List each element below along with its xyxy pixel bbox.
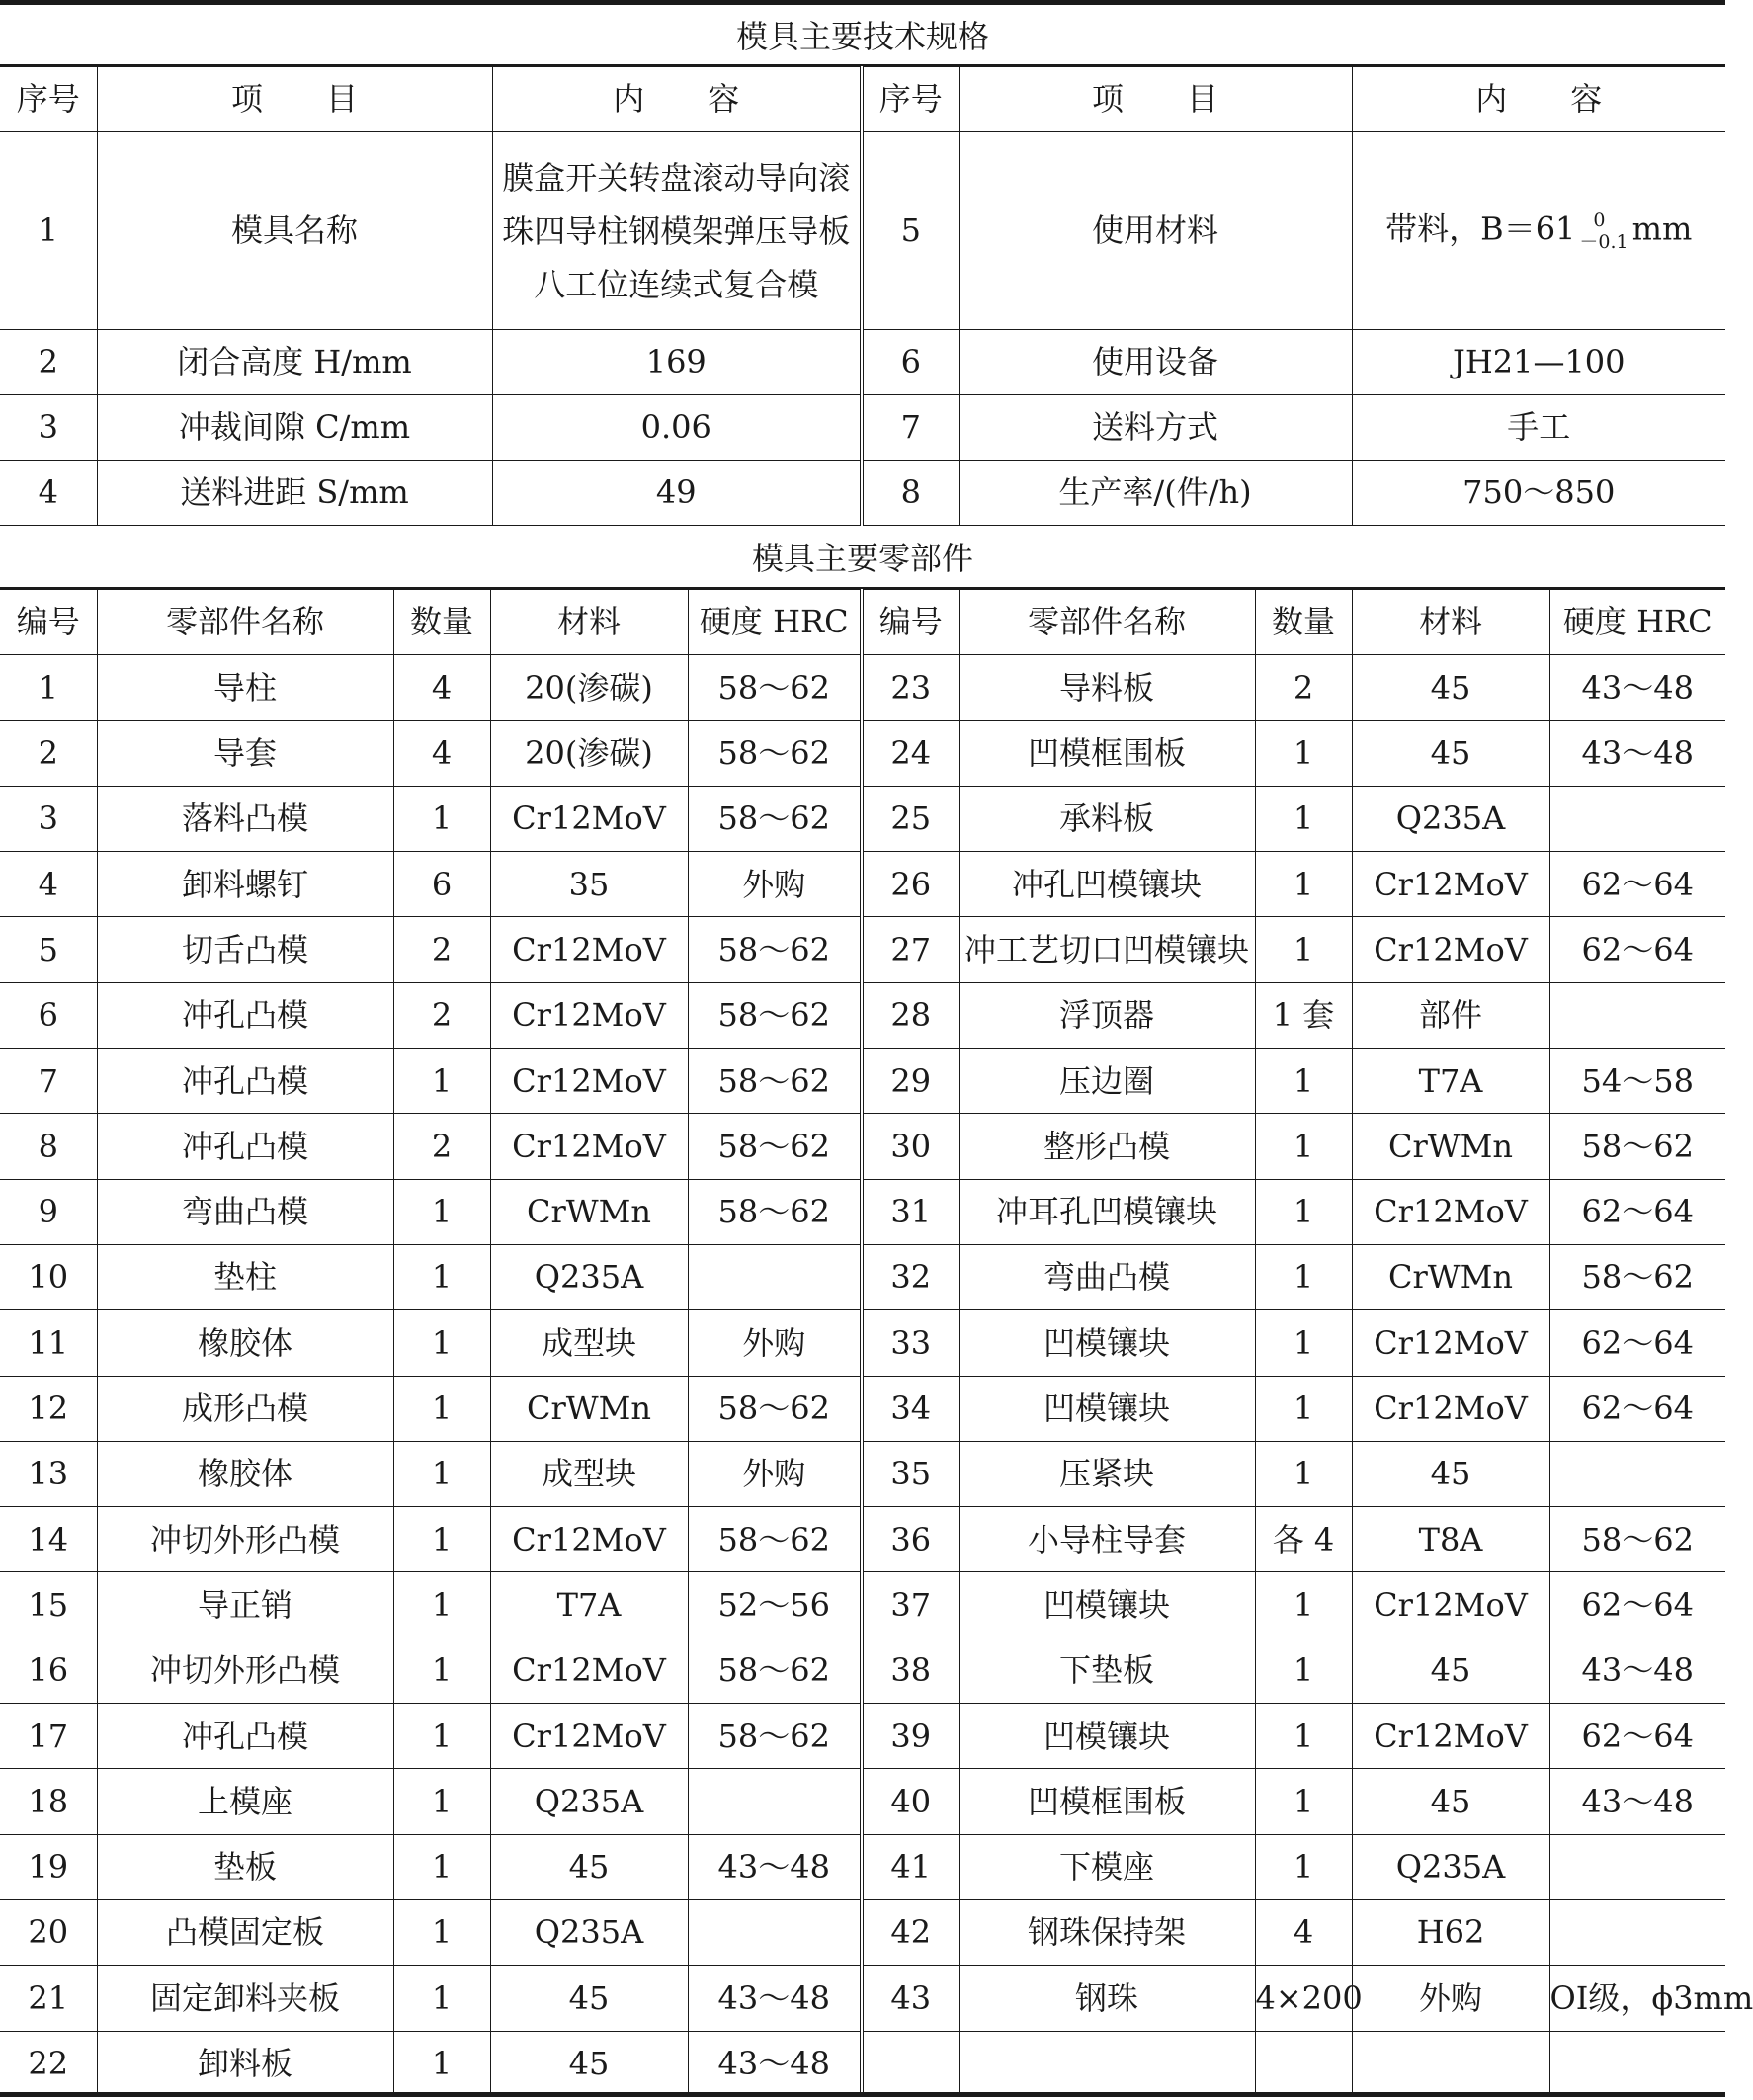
parts-cell: 62～64 [1549, 1704, 1725, 1769]
parts-cell: 17 [0, 1704, 97, 1769]
parts-cell: 14 [0, 1507, 97, 1572]
spec-section-title: 模具主要技术规格 [0, 5, 1725, 66]
spec-row [0, 330, 1725, 395]
parts-cell: 1 [393, 1244, 490, 1309]
parts-cell: 28 [862, 982, 959, 1048]
parts-cell: 58～62 [688, 1507, 862, 1572]
parts-cell: 45 [490, 2031, 688, 2096]
parts-cell: 58～62 [688, 1638, 862, 1703]
parts-cell: 垫板 [97, 1834, 393, 1899]
parts-row [0, 1572, 1725, 1638]
parts-cell: CrWMn [1352, 1244, 1549, 1309]
parts-cell: 冲工艺切口凹模镶块 [959, 917, 1255, 982]
parts-cell: 32 [862, 1244, 959, 1309]
spec-cell: 49 [492, 461, 862, 526]
spec-row [0, 461, 1725, 526]
parts-cell: CrWMn [1352, 1114, 1549, 1179]
parts-row [0, 1507, 1725, 1572]
parts-header-cell: 编号 [862, 590, 959, 655]
parts-cell: 卸料螺钉 [97, 852, 393, 917]
parts-cell [688, 1244, 862, 1309]
parts-header-cell: 编号 [0, 590, 97, 655]
parts-cell: 58～62 [688, 720, 862, 786]
parts-cell: 24 [862, 720, 959, 786]
parts-cell: 23 [862, 655, 959, 720]
parts-cell: 62～64 [1549, 852, 1725, 917]
parts-cell: 62～64 [1549, 1376, 1725, 1441]
parts-cell: 4 [393, 720, 490, 786]
spec-header-cell: 序号 [862, 67, 959, 132]
parts-cell: 压紧块 [959, 1441, 1255, 1506]
parts-row [0, 982, 1725, 1048]
parts-cell: 5 [0, 917, 97, 982]
parts-cell: 2 [393, 1114, 490, 1179]
parts-cell: 45 [1352, 720, 1549, 786]
parts-cell: 58～62 [688, 1179, 862, 1244]
parts-cell [1549, 1834, 1725, 1899]
parts-cell: 凸模固定板 [97, 1899, 393, 1965]
parts-cell: 2 [393, 917, 490, 982]
parts-cell: 下垫板 [959, 1638, 1255, 1703]
spec-cell: 169 [492, 330, 862, 395]
spec-cell: 5 [862, 132, 959, 330]
parts-cell: 成型块 [490, 1310, 688, 1376]
parts-cell: 45 [1352, 655, 1549, 720]
parts-cell [688, 1769, 862, 1834]
parts-cell: Cr12MoV [490, 786, 688, 851]
parts-cell: Cr12MoV [1352, 1179, 1549, 1244]
parts-cell: 11 [0, 1310, 97, 1376]
parts-cell [1549, 786, 1725, 851]
parts-cell: 41 [862, 1834, 959, 1899]
spec-header-cell: 项 目 [97, 67, 492, 132]
parts-cell: 凹模镶块 [959, 1704, 1255, 1769]
parts-cell [959, 2031, 1255, 2096]
parts-header-cell: 材料 [1352, 590, 1549, 655]
parts-cell: 58～62 [1549, 1244, 1725, 1309]
parts-cell: 1 [393, 2031, 490, 2096]
parts-cell: CrWMn [490, 1376, 688, 1441]
parts-cell: 20 [0, 1899, 97, 1965]
parts-cell: 62～64 [1549, 1310, 1725, 1376]
parts-cell: Q235A [1352, 1834, 1549, 1899]
parts-cell [862, 2031, 959, 2096]
parts-cell: 导套 [97, 720, 393, 786]
parts-cell: 1 [393, 786, 490, 851]
spec-cell: 冲裁间隙 C/mm [97, 395, 492, 461]
parts-cell: 1 [1255, 1572, 1352, 1638]
parts-cell [1549, 1441, 1725, 1506]
parts-cell: 冲切外形凸模 [97, 1507, 393, 1572]
parts-cell: 承料板 [959, 786, 1255, 851]
parts-cell: 外购 [688, 1310, 862, 1376]
parts-cell: 外购 [688, 852, 862, 917]
parts-row [0, 1834, 1725, 1899]
parts-cell: 43 [862, 1966, 959, 2031]
parts-cell: 1 [1255, 1310, 1352, 1376]
parts-cell: 1 [1255, 1049, 1352, 1114]
parts-cell: Cr12MoV [490, 917, 688, 982]
parts-cell: 上模座 [97, 1769, 393, 1834]
parts-cell: 15 [0, 1572, 97, 1638]
parts-cell: 45 [1352, 1769, 1549, 1834]
parts-row [0, 1244, 1725, 1309]
spec-cell: 闭合高度 H/mm [97, 330, 492, 395]
parts-cell: 冲切外形凸模 [97, 1638, 393, 1703]
parts-cell: 小导柱导套 [959, 1507, 1255, 1572]
parts-cell: 各 4 [1255, 1507, 1352, 1572]
parts-cell [1549, 1899, 1725, 1965]
parts-cell: 1 [393, 1572, 490, 1638]
parts-cell [1255, 2031, 1352, 2096]
parts-cell: 8 [0, 1114, 97, 1179]
parts-row [0, 786, 1725, 851]
parts-cell: 钢珠 [959, 1966, 1255, 2031]
parts-row [0, 1966, 1725, 2031]
spec-cell: 4 [0, 461, 97, 526]
parts-cell: 34 [862, 1376, 959, 1441]
parts-cell: Q235A [490, 1769, 688, 1834]
parts-cell: 26 [862, 852, 959, 917]
parts-cell: 固定卸料夹板 [97, 1966, 393, 2031]
parts-cell: 浮顶器 [959, 982, 1255, 1048]
spec-cell: 750～850 [1352, 461, 1725, 526]
parts-cell: 1 [1255, 786, 1352, 851]
parts-cell: 1 [1255, 917, 1352, 982]
spec-row [0, 132, 1725, 330]
parts-cell: T7A [490, 1572, 688, 1638]
parts-cell: 37 [862, 1572, 959, 1638]
spec-cell: 3 [0, 395, 97, 461]
parts-cell: 1 [393, 1769, 490, 1834]
spec-cell: JH21—100 [1352, 330, 1725, 395]
parts-cell: 冲孔凸模 [97, 982, 393, 1048]
parts-cell: 导柱 [97, 655, 393, 720]
parts-cell: 16 [0, 1638, 97, 1703]
spec-header-row [0, 67, 1725, 132]
parts-cell: 1 [393, 1507, 490, 1572]
parts-cell: 弯曲凸模 [97, 1179, 393, 1244]
parts-row [0, 1899, 1725, 1965]
spec-cell: 0.06 [492, 395, 862, 461]
parts-cell [1549, 982, 1725, 1048]
spec-header-cell: 内 容 [1352, 67, 1725, 132]
parts-cell: 冲孔凸模 [97, 1704, 393, 1769]
parts-cell: 凹模镶块 [959, 1376, 1255, 1441]
parts-cell: 25 [862, 786, 959, 851]
parts-cell: 1 [393, 1441, 490, 1506]
parts-cell: 橡胶体 [97, 1441, 393, 1506]
parts-row [0, 1114, 1725, 1179]
parts-cell: 1 套 [1255, 982, 1352, 1048]
parts-cell: 部件 [1352, 982, 1549, 1048]
parts-cell: 43～48 [688, 2031, 862, 2096]
parts-cell: 58～62 [688, 1704, 862, 1769]
parts-cell: 45 [1352, 1638, 1549, 1703]
parts-cell: T8A [1352, 1507, 1549, 1572]
parts-header-cell: 数量 [1255, 590, 1352, 655]
parts-cell: 1 [1255, 1638, 1352, 1703]
parts-cell: 4×200 [1255, 1966, 1352, 2031]
parts-cell: 19 [0, 1834, 97, 1899]
parts-cell: 1 [0, 655, 97, 720]
parts-header-cell: 硬度 HRC [1549, 590, 1725, 655]
parts-cell: 29 [862, 1049, 959, 1114]
parts-row [0, 720, 1725, 786]
bottom-rule [0, 2092, 1725, 2097]
parts-row [0, 1704, 1725, 1769]
spec-cell: 8 [862, 461, 959, 526]
parts-cell: 22 [0, 2031, 97, 2096]
spec-table [0, 66, 1725, 526]
parts-row [0, 655, 1725, 720]
parts-cell: 1 [393, 1899, 490, 1965]
spec-header-cell: 项 目 [959, 67, 1352, 132]
parts-cell: 43～48 [688, 1834, 862, 1899]
upper-tolerance: 0 [1593, 209, 1606, 231]
parts-cell: 33 [862, 1310, 959, 1376]
parts-cell: 58～62 [688, 1376, 862, 1441]
parts-cell: 弯曲凸模 [959, 1244, 1255, 1309]
parts-cell: 43～48 [1549, 720, 1725, 786]
parts-cell: 橡胶体 [97, 1310, 393, 1376]
parts-cell: 10 [0, 1244, 97, 1309]
parts-cell: 6 [0, 982, 97, 1048]
parts-cell: 58～62 [688, 1114, 862, 1179]
parts-cell: 58～62 [688, 982, 862, 1048]
parts-cell: 1 [1255, 1179, 1352, 1244]
parts-cell: 导料板 [959, 655, 1255, 720]
parts-cell: 9 [0, 1179, 97, 1244]
parts-cell: 31 [862, 1179, 959, 1244]
parts-cell [688, 1899, 862, 1965]
parts-cell: 1 [1255, 1704, 1352, 1769]
parts-cell: 36 [862, 1507, 959, 1572]
parts-cell: 冲孔凸模 [97, 1049, 393, 1114]
parts-cell: Cr12MoV [490, 1114, 688, 1179]
parts-cell: Cr12MoV [490, 1049, 688, 1114]
parts-cell: 58～62 [688, 1049, 862, 1114]
parts-cell: 1 [1255, 1244, 1352, 1309]
parts-cell: 外购 [1352, 1966, 1549, 2031]
spec-cell: 6 [862, 330, 959, 395]
spec-header-cell: 序号 [0, 67, 97, 132]
parts-cell: 43～48 [688, 1966, 862, 2031]
parts-cell: 58～62 [1549, 1507, 1725, 1572]
parts-cell: Cr12MoV [490, 1704, 688, 1769]
parts-cell: 20(渗碳) [490, 720, 688, 786]
parts-cell: 切舌凸模 [97, 917, 393, 982]
parts-cell: 58～62 [688, 786, 862, 851]
lower-tolerance: －0.1 [1579, 230, 1628, 253]
spec-cell [1352, 132, 1725, 330]
parts-cell: 58～62 [688, 917, 862, 982]
parts-cell: 外购 [688, 1441, 862, 1506]
parts-cell: 54～58 [1549, 1049, 1725, 1114]
parts-cell: 压边圈 [959, 1049, 1255, 1114]
parts-cell: Cr12MoV [1352, 1376, 1549, 1441]
spec-cell: 使用材料 [959, 132, 1352, 330]
parts-cell: 30 [862, 1114, 959, 1179]
parts-cell: 45 [1352, 1441, 1549, 1506]
spec-row [0, 395, 1725, 461]
parts-cell: 导正销 [97, 1572, 393, 1638]
parts-row [0, 852, 1725, 917]
parts-header-row [0, 590, 1725, 655]
parts-cell: Cr12MoV [1352, 1704, 1549, 1769]
parts-cell: 1 [393, 1179, 490, 1244]
parts-header-cell: 零部件名称 [97, 590, 393, 655]
parts-cell: 凹模镶块 [959, 1572, 1255, 1638]
parts-cell: 4 [393, 655, 490, 720]
spec-cell: 生产率/(件/h) [959, 461, 1352, 526]
spec-cell: 膜盒开关转盘滚动导向滚珠四导柱钢模架弹压导板八工位连续式复合模 [492, 132, 862, 330]
parts-cell: 钢珠保持架 [959, 1899, 1255, 1965]
parts-cell: 下模座 [959, 1834, 1255, 1899]
parts-cell: 1 [393, 1376, 490, 1441]
parts-cell: 1 [393, 1966, 490, 2031]
parts-cell: 1 [393, 1834, 490, 1899]
spec-cell: 2 [0, 330, 97, 395]
parts-cell: 垫柱 [97, 1244, 393, 1309]
parts-cell: 58～62 [688, 655, 862, 720]
parts-cell: 45 [490, 1834, 688, 1899]
spec-cell: 送料方式 [959, 395, 1352, 461]
parts-header-cell: 数量 [393, 590, 490, 655]
parts-cell: 冲孔凸模 [97, 1114, 393, 1179]
parts-cell: 62～64 [1549, 917, 1725, 982]
spec-cell: 手工 [1352, 395, 1725, 461]
parts-row [0, 1179, 1725, 1244]
parts-row [0, 2031, 1725, 2096]
parts-cell: 21 [0, 1966, 97, 2031]
parts-cell: 1 [393, 1704, 490, 1769]
parts-cell: OI级，ϕ3mm [1549, 1966, 1725, 2031]
parts-cell: 3 [0, 786, 97, 851]
parts-cell: 2 [0, 720, 97, 786]
parts-cell: 4 [0, 852, 97, 917]
parts-table [0, 589, 1753, 2097]
parts-header-cell: 材料 [490, 590, 688, 655]
parts-row [0, 1310, 1725, 1376]
parts-cell: T7A [1352, 1049, 1549, 1114]
parts-header-cell: 硬度 HRC [688, 590, 862, 655]
parts-cell: Cr12MoV [1352, 1572, 1549, 1638]
parts-cell: 52～56 [688, 1572, 862, 1638]
tolerance-stack [1579, 210, 1628, 253]
material-spec-text: 带料，B＝61 [1385, 210, 1576, 247]
parts-cell: 43～48 [1549, 655, 1725, 720]
parts-row [0, 1376, 1725, 1441]
parts-cell: Q235A [490, 1899, 688, 1965]
spec-cell: 1 [0, 132, 97, 330]
parts-cell: 2 [1255, 655, 1352, 720]
parts-cell: 43～48 [1549, 1769, 1725, 1834]
spec-cell: 使用设备 [959, 330, 1352, 395]
parts-cell: 1 [1255, 1834, 1352, 1899]
parts-cell: 39 [862, 1704, 959, 1769]
parts-cell: 1 [393, 1310, 490, 1376]
parts-cell: 38 [862, 1638, 959, 1703]
parts-cell: Cr12MoV [490, 982, 688, 1048]
parts-cell: 凹模镶块 [959, 1310, 1255, 1376]
parts-cell: H62 [1352, 1899, 1549, 1965]
parts-cell: 冲孔凹模镶块 [959, 852, 1255, 917]
parts-cell: 62～64 [1549, 1572, 1725, 1638]
parts-row [0, 1441, 1725, 1506]
parts-row [0, 1769, 1725, 1834]
spec-cell: 模具名称 [97, 132, 492, 330]
parts-cell: 18 [0, 1769, 97, 1834]
spec-cell: 7 [862, 395, 959, 461]
parts-cell: 1 [1255, 1376, 1352, 1441]
parts-cell: 27 [862, 917, 959, 982]
parts-cell: 6 [393, 852, 490, 917]
parts-cell: 35 [490, 852, 688, 917]
parts-row [0, 1049, 1725, 1114]
parts-cell: 7 [0, 1049, 97, 1114]
parts-cell: Cr12MoV [490, 1638, 688, 1703]
parts-row [0, 1638, 1725, 1703]
parts-cell: 凹模框围板 [959, 1769, 1255, 1834]
parts-cell: 13 [0, 1441, 97, 1506]
parts-cell: 35 [862, 1441, 959, 1506]
parts-cell: 落料凸模 [97, 786, 393, 851]
parts-cell: 冲耳孔凹模镶块 [959, 1179, 1255, 1244]
parts-cell: Q235A [490, 1244, 688, 1309]
tolerance-unit: mm [1631, 210, 1693, 247]
parts-cell: 40 [862, 1769, 959, 1834]
parts-cell: 1 [393, 1049, 490, 1114]
parts-cell: 1 [1255, 1441, 1352, 1506]
parts-cell: 4 [1255, 1899, 1352, 1965]
parts-cell: Cr12MoV [1352, 852, 1549, 917]
parts-cell: 1 [1255, 1769, 1352, 1834]
parts-cell: 凹模框围板 [959, 720, 1255, 786]
parts-cell: 58～62 [1549, 1114, 1725, 1179]
parts-cell: CrWMn [490, 1179, 688, 1244]
parts-cell [1549, 2031, 1725, 2096]
parts-cell: 43～48 [1549, 1638, 1725, 1703]
parts-cell: Cr12MoV [1352, 917, 1549, 982]
spec-cell: 送料进距 S/mm [97, 461, 492, 526]
parts-header-cell: 零部件名称 [959, 590, 1255, 655]
parts-cell: Cr12MoV [1352, 1310, 1549, 1376]
parts-cell: 成型块 [490, 1441, 688, 1506]
parts-cell: 1 [393, 1638, 490, 1703]
parts-section-title: 模具主要零部件 [0, 525, 1725, 589]
parts-cell [1352, 2031, 1549, 2096]
parts-cell: 2 [393, 982, 490, 1048]
parts-cell: 45 [490, 1966, 688, 2031]
parts-cell: Cr12MoV [490, 1507, 688, 1572]
parts-cell: 整形凸模 [959, 1114, 1255, 1179]
spec-header-cell: 内 容 [492, 67, 862, 132]
parts-cell: 12 [0, 1376, 97, 1441]
parts-cell: Q235A [1352, 786, 1549, 851]
parts-cell: 1 [1255, 720, 1352, 786]
parts-cell: 1 [1255, 1114, 1352, 1179]
parts-cell: 62～64 [1549, 1179, 1725, 1244]
parts-row [0, 917, 1725, 982]
parts-cell: 42 [862, 1899, 959, 1965]
parts-cell: 1 [1255, 852, 1352, 917]
parts-cell: 20(渗碳) [490, 655, 688, 720]
parts-cell: 卸料板 [97, 2031, 393, 2096]
parts-cell: 成形凸模 [97, 1376, 393, 1441]
